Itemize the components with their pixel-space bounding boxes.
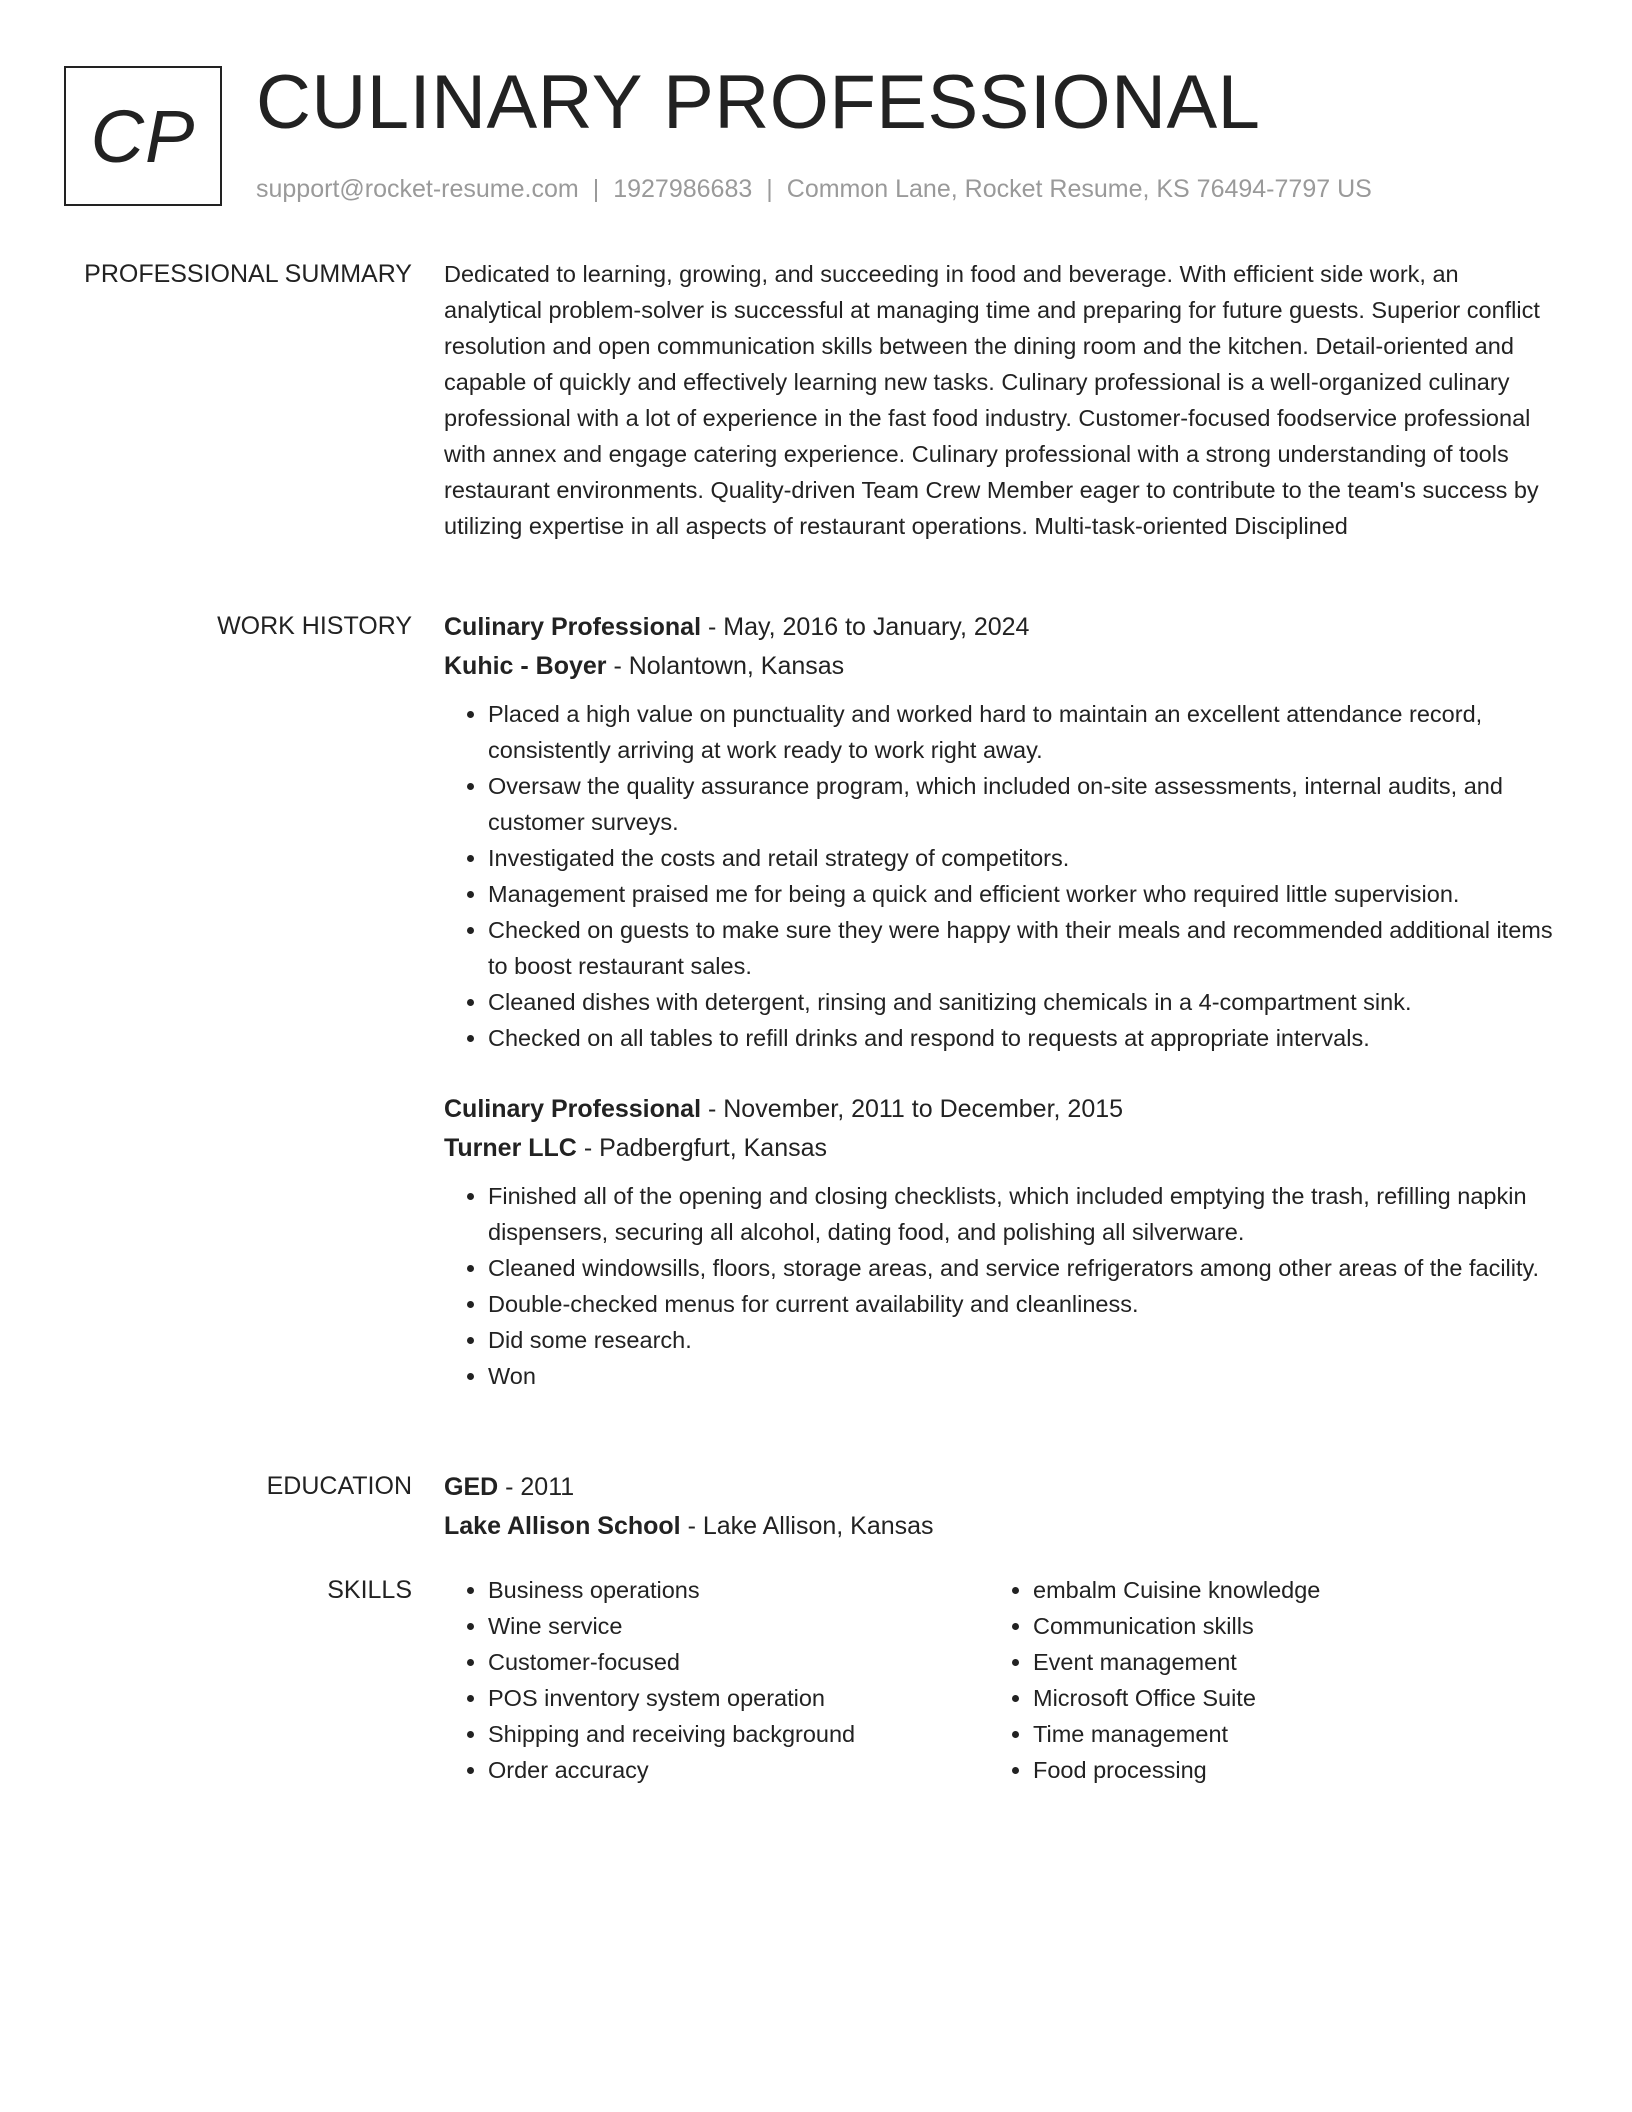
skill-item: • Event management xyxy=(1033,1644,1534,1680)
skill-item: • Business operations xyxy=(488,1572,989,1608)
skill-item: • Food processing xyxy=(1033,1752,1534,1788)
job-bullet: • Won xyxy=(488,1358,1554,1394)
skill-item: • Microsoft Office Suite xyxy=(1033,1680,1534,1716)
contact-separator: | xyxy=(766,175,773,203)
job-bullet: • Finished all of the opening and closing checklists, which included emptying the trash, refilling napkin dispensers, securing all alcohol, dating food, and polishing all silverware. xyxy=(488,1178,1554,1250)
section-title-summary: PROFESSIONAL SUMMARY xyxy=(84,260,412,288)
job-dates: - November, 2011 to December, 2015 xyxy=(701,1095,1124,1123)
skills-left-column xyxy=(444,1572,989,1788)
job-dates: - May, 2016 to January, 2024 xyxy=(701,613,1030,641)
skills-right-column xyxy=(989,1572,1534,1788)
education-school: Lake Allison School xyxy=(444,1512,681,1540)
job-role: Culinary Professional xyxy=(444,613,702,641)
section-title-education: EDUCATION xyxy=(266,1472,412,1500)
candidate-name: CULINARY PROFESSIONAL xyxy=(256,60,1261,145)
job-bullet: • Did some research. xyxy=(488,1322,1554,1358)
job-location: - Padbergfurt, Kansas xyxy=(576,1134,828,1162)
job-bullet: • Oversaw the quality assurance program, which included on-site assessments, internal audits, and customer surveys. xyxy=(488,768,1554,840)
skill-item: • Time management xyxy=(1033,1716,1534,1752)
section-title-skills: SKILLS xyxy=(327,1576,412,1604)
monogram-logo: CP xyxy=(64,66,222,206)
job-role: Culinary Professional xyxy=(444,1095,702,1123)
summary-body xyxy=(444,256,1554,544)
contact-separator: | xyxy=(592,175,600,203)
education-degree: GED xyxy=(444,1473,499,1501)
skill-item: • Shipping and receiving background xyxy=(488,1716,989,1752)
job-bullet: • Double-checked menus for current availability and cleanliness. xyxy=(488,1286,1554,1322)
skills-columns xyxy=(444,1572,1554,1788)
skill-item: • Order accuracy xyxy=(488,1752,989,1788)
education-location: - Lake Allison, Kansas xyxy=(680,1512,934,1540)
contact-email: support@rocket-resume.com xyxy=(256,175,579,203)
job-company: Turner LLC xyxy=(444,1134,577,1162)
skill-item: • POS inventory system operation xyxy=(488,1680,989,1716)
contact-line xyxy=(256,172,1372,206)
work-body xyxy=(444,608,1554,1394)
summary-text: Dedicated to learning, growing, and succeeding in food and beverage. With efficient side work, an analytical problem-solver is successful at managing time and preparing for future guests. Superior conflict resolution and open communication skills between the dining room and the kitchen. Detail-oriented and capable of quickly and effectively learning new tasks. Culinary professional is a well-organized culinary professional with a lot of experience in the fast food industry. Customer-focused foodservice professional with annex and engage catering experience. Culinary professional with a strong understanding of tools restaurant environments. Quality-driven Team Crew Member eager to contribute to the team's success by utilizing expertise in all aspects of restaurant operations. Multi-task-oriented Disciplined xyxy=(444,261,1540,539)
job-title-line xyxy=(444,608,1554,647)
job-company-line xyxy=(444,647,1554,686)
job-company-line xyxy=(444,1129,1554,1168)
contact-address: Common Lane, Rocket Resume, KS 76494-7797 US xyxy=(786,175,1372,203)
job-bullet: • Placed a high value on punctuality and worked hard to maintain an excellent attendance record, consistently arriving at work ready to work right away. xyxy=(488,696,1554,768)
skill-item: • Customer-focused xyxy=(488,1644,989,1680)
job-bullet: • Management praised me for being a quick and efficient worker who required little supervision. xyxy=(488,876,1554,912)
job-location: - Nolantown, Kansas xyxy=(606,652,845,680)
job-bullet: • Checked on all tables to refill drinks and respond to requests at appropriate intervals. xyxy=(488,1020,1554,1056)
education-body xyxy=(444,1468,1554,1546)
job-bullet: • Cleaned windowsills, floors, storage areas, and service refrigerators among other areas of the facility. xyxy=(488,1250,1554,1286)
skill-item: • Communication skills xyxy=(1033,1608,1534,1644)
job-entry xyxy=(444,1090,1554,1394)
job-bullet: • Cleaned dishes with detergent, rinsing and sanitizing chemicals in a 4-compartment sink. xyxy=(488,984,1554,1020)
contact-phone: 1927986683 xyxy=(613,175,753,203)
education-degree-line xyxy=(444,1468,1554,1507)
job-entry xyxy=(444,608,1554,1056)
job-bullet: • Investigated the costs and retail strategy of competitors. xyxy=(488,840,1554,876)
skill-item: • Wine service xyxy=(488,1608,989,1644)
skill-item: • embalm Cuisine knowledge xyxy=(1033,1572,1534,1608)
job-bullet: • Checked on guests to make sure they were happy with their meals and recommended additional items to boost restaurant sales. xyxy=(488,912,1554,984)
job-title-line xyxy=(444,1090,1554,1129)
job-bullets xyxy=(444,696,1554,1056)
education-year: - 2011 xyxy=(498,1473,575,1501)
education-school-line xyxy=(444,1507,1554,1546)
skills-body xyxy=(444,1572,1554,1788)
section-title-work: WORK HISTORY xyxy=(217,612,412,640)
job-bullets xyxy=(444,1178,1554,1394)
job-company: Kuhic - Boyer xyxy=(444,652,607,680)
